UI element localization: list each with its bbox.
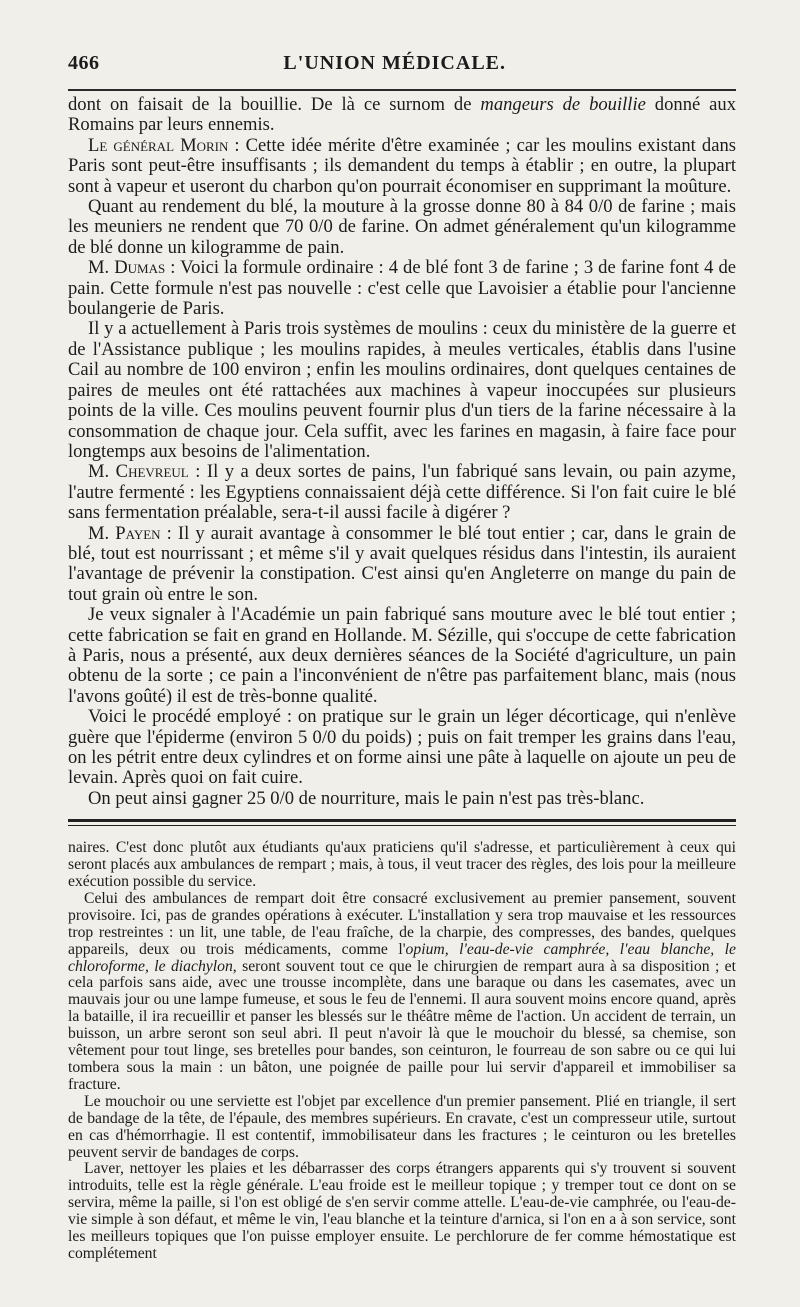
paragraph: Voici le procédé employé : on pratique sur le grain un léger décorticage, qui n'enlève guère que l'épiderme (environ 5 0/0 du poids) ; puis on fait tremper les grains dans l'eau, on les pétrit entre deux cylindres et on forme ainsi une pâte à laquelle on ajoute un peu de levain. Après quoi on fait cuire. (68, 706, 736, 789)
speaker-name: Le général Morin (88, 134, 229, 156)
speaker-name: M. Dumas (88, 257, 166, 279)
paragraph: M. Payen : Il y aurait avantage à consommer le blé tout entier ; car, dans le grain de blé, tout est nourrissant ; et même s'il y avait quelques résidus dans l'intestin, ils auraient l'avantage de prévenir la constipation. C'est ainsi qu'en Angleterre on mange du pain de tout grain où entre le son. (68, 522, 736, 605)
paragraph: Je veux signaler à l'Académie un pain fabriqué sans mouture avec le blé tout entier ; cette fabrication se fait en grand en Hollande. M. Sézille, qui s'occupe de cette fabrication à Paris, nous a présenté, aux deux dernières séances de la Société d'agriculture, un pain obtenu de la sorte ; ce pain a l'inconvénient de n'être pas parfaitement blanc, mais (nous l'avons goûté) il est de très-bonne qualité. (68, 604, 736, 707)
emphasis: mangeurs de bouillie (480, 94, 646, 115)
paragraph: M. Dumas : Voici la formule ordinaire : 4 de blé font 3 de farine ; 3 de farine font 4 de pain. Cette formule n'est pas nouvelle : c'est celle que Lavoisier a établie pour l'ancienne boulangerie de Paris. (68, 257, 736, 320)
running-header (68, 52, 736, 75)
paragraph: M. Chevreul : Il y a deux sortes de pains, l'un fabriqué sans levain, ou pain azyme, l'autre fermenté : les Egyptiens connaissaient déjà cette différence. Si l'on fait cuire le blé sans fermentation préalable, sera-t-il aussi facile à digérer ? (68, 461, 737, 524)
paragraph: Celui des ambulances de rempart doit être consacré exclusivement au premier pansement, souvent provisoire. Ici, pas de grandes opérations à exécuter. L'installation y sera trop mauvaise et les ressources trop restreintes : un lit, une table, de l'eau fraîche, de la charpie, des compresses, des bandes, quelques appareils, deux ou trois médicaments, comme l'opium, l'eau-de-vie camphrée, l'eau blanche, le chloroforme, le diachylon, seront souvent tout ce que le chirurgien de rempart aura à sa disposition ; et cela parfois sans aide, avec une trousse incomplète, dans une baraque ou dans les casemates, avec un mauvais jour ou une lampe fumeuse, et sous le feu de l'ennemi. Il aura souvent moins encore quand, après la bataille, il ira recueillir et panser les blessés sur le théâtre même de l'action. Un accident de terrain, un buisson, un arbre seront son seul abri. Il peut n'avoir là que le mouchoir du blessé, sa chemise, son vêtement pour tout linge, ses bretelles pour bandes, son ceinturon, le fourreau de son sabre ou ce qui lui tombera sous la main : un bâton, une poignée de paille pour lui servir d'appareil et immobiliser sa fracture. (68, 889, 736, 1093)
journal-title: L'UNION MÉDICALE. (283, 52, 506, 74)
paragraph: Laver, nettoyer les plaies et les débarrasser des corps étrangers apparents qui s'y trouvent si souvent introduits, telle est la règle générale. L'eau froide est le meilleur topique ; y tremper tout ce dont on se servira, même la paille, si l'on est obligé de s'en servir comme attelle. L'eau-de-vie camphrée, ou l'eau-de-vie simple à son défaut, et même le vin, l'eau blanche et la teinture d'arnica, si l'on en a à son service, sont les meilleurs topiques que l'on puisse employer ensuite. Le perchlorure de fer comme hémostatique est complétement (68, 1160, 736, 1262)
feuilleton-section (68, 840, 736, 1263)
paragraph: Quant au rendement du blé, la mouture à la grosse donne 80 à 84 0/0 de farine ; mais les meuniers ne rendent que 70 0/0 de farine. On admet généralement qu'un kilogramme de blé donne un kilogramme de pain. (68, 196, 736, 258)
header-rule (68, 89, 736, 91)
paragraph: On peut ainsi gagner 25 0/0 de nourriture, mais le pain n'est pas très-blanc. (88, 787, 645, 809)
paragraph: naires. C'est donc plutôt aux étudiants qu'aux praticiens qu'il s'adresse, et particulièrement à ceux qui seront placés aux ambulances de rempart ; mais, à tous, il veut tracer des règles, des lois pour la meilleure exécution possible du service. (68, 839, 736, 891)
section-divider (68, 819, 736, 826)
speaker-name: M. Payen (88, 522, 161, 544)
emphasis: opium, l'eau-de-vie camphrée, l'eau blanche, le chloroforme, le diachylon, (68, 940, 736, 975)
upper-section (68, 95, 736, 809)
paragraph: Le mouchoir ou une serviette est l'objet par excellence d'un premier pansement. Plié en triangle, il sert de bandage de la tête, de l'épaule, des membres supérieurs. En cravate, c'est un compresseur utile, surtout en cas d'hémorrhagie. Il est contentif, immobilisateur dans les fractures ; le ceinturon ou les bretelles peuvent servir de bandages de corps. (68, 1092, 736, 1161)
paragraph: Il y a actuellement à Paris trois systèmes de moulins : ceux du ministère de la guerre et de l'Assistance publique ; les moulins rapides, à meules verticales, établis dans l'usine Cail au nombre de 100 environ ; enfin les moulins ordinaires, dont quelques centaines de paires de meules ont été rattachées aux machines à vapeur inoccupées sur plusieurs points de la ville. Ces moulins peuvent fournir plus d'un tiers de la farine nécessaire à la consommation de chaque jour. Cela suffit, avec les farines en magasin, à faire face pour longtemps aux besoins de l'alimentation. (68, 318, 736, 462)
speaker-name: M. Chevreul (88, 461, 189, 483)
paragraph: Le général Morin : Cette idée mérite d'être examinée ; car les moulins existant dans Paris sont peut-être insuffisants ; ils demandent du temps à établir ; en outre, la plupart sont à vapeur et useront du charbon qu'on pourrait économiser en supprimant la moûture. (68, 134, 736, 197)
page-number: 466 (68, 52, 100, 74)
paragraph: dont on faisait de la bouillie. De là ce surnom de mangeurs de bouillie donné aux Romains par leurs ennemis. (68, 94, 737, 136)
